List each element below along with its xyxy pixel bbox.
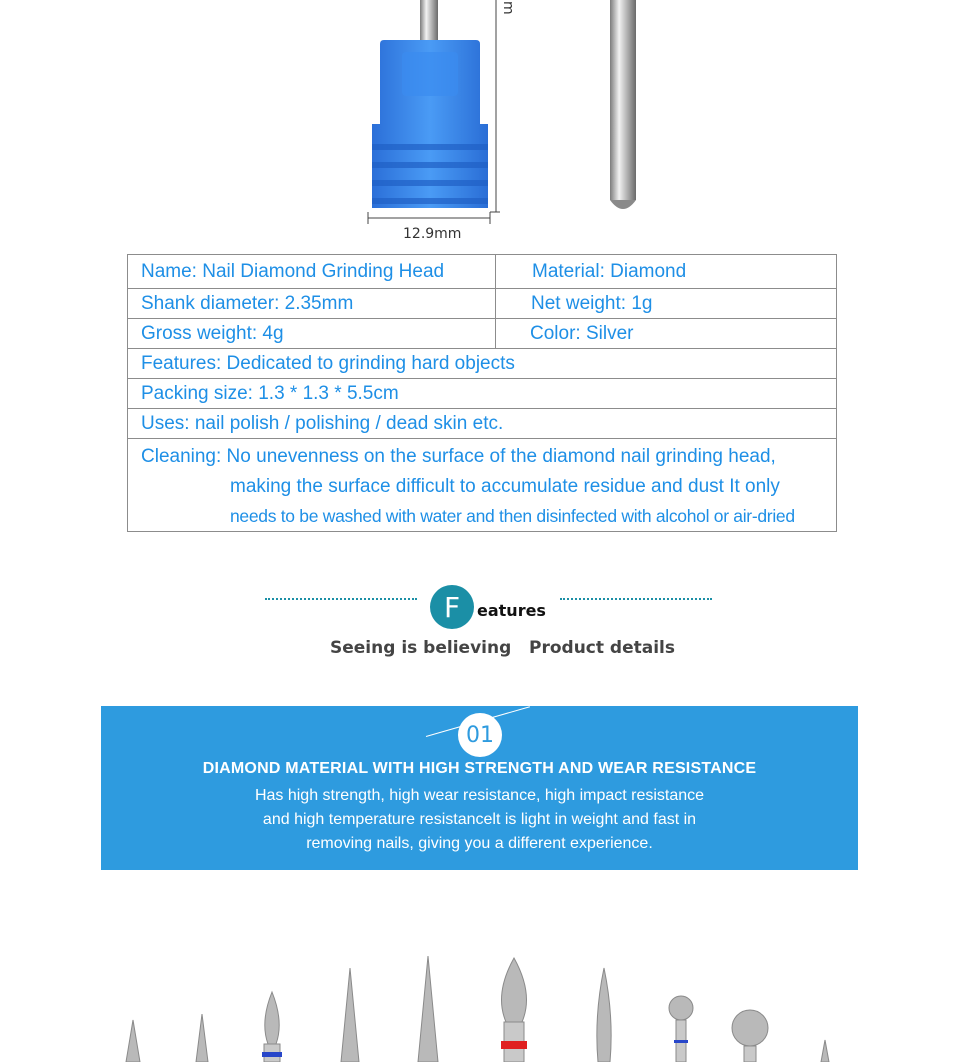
features-heading: eatures — [477, 601, 546, 620]
bit-flame-6 — [502, 958, 527, 1022]
features-letter-badge: F — [430, 585, 474, 629]
bit-rod — [610, 0, 636, 209]
table-row — [128, 319, 836, 349]
bit-needle-10 — [821, 1040, 829, 1062]
spec-packing: Packing size: 1.3 * 1.3 * 5.5cm — [141, 382, 399, 404]
bit-ball-9 — [732, 1010, 768, 1046]
spec-cleaning-line3: needs to be washed with water and then disinfected with alcohol or air-dried — [230, 506, 795, 526]
bit-taper-4 — [341, 968, 359, 1062]
table-row — [128, 349, 836, 379]
bit-needle-2 — [196, 1014, 208, 1062]
bit-flame-3 — [265, 992, 279, 1044]
column-divider — [495, 255, 496, 288]
column-divider — [495, 289, 496, 318]
panel-desc-line3: removing nails, giving you a different experience. — [306, 835, 653, 852]
dotted-divider-left — [265, 598, 417, 602]
features-subtitle: Seeing is believing Product details — [330, 638, 675, 658]
bit-spike-7 — [597, 968, 611, 1062]
spec-shank: Shank diameter: 2.35mm — [141, 292, 354, 314]
svg-text:m: m — [500, 1, 516, 15]
spec-cleaning-line1: Cleaning: No unevenness on the surface of the diamond nail grinding head, — [141, 446, 776, 467]
spec-features: Features: Dedicated to grinding hard objects — [141, 352, 515, 374]
bit-cone-1 — [126, 1020, 140, 1062]
spec-table — [127, 254, 837, 532]
table-row — [128, 379, 836, 409]
spec-gross-weight: Gross weight: 4g — [141, 322, 284, 344]
spec-material: Material: Diamond — [532, 260, 687, 282]
dimension-label: 12.9mm — [403, 226, 462, 242]
panel-desc-line1: Has high strength, high wear resistance, high impact resistance — [254, 787, 705, 804]
dotted-divider-right — [560, 598, 712, 602]
table-row — [128, 289, 836, 319]
panel-desc-line2: and high temperature resistancelt is light in weight and fast in — [262, 811, 697, 828]
spec-name: Name: Nail Diamond Grinding Head — [141, 260, 445, 282]
bit-shank — [420, 0, 438, 42]
spec-uses: Uses: nail polish / polishing / dead skin etc. — [141, 412, 504, 434]
product-illustration — [0, 0, 960, 250]
bit-ball-8 — [669, 996, 693, 1020]
drill-bits-illustration — [0, 940, 960, 1062]
panel-title: DIAMOND MATERIAL WITH HIGH STRENGTH AND WEAR RESISTANCE — [202, 760, 757, 777]
bit-taper-5 — [418, 956, 438, 1062]
spec-color: Color: Silver — [530, 322, 634, 344]
table-row — [128, 409, 836, 439]
spec-cleaning-line2: making the surface difficult to accumulate residue and dust It only — [230, 476, 780, 497]
bit-blue-cap — [372, 40, 488, 208]
table-row — [128, 255, 836, 289]
number-badge: 01 — [458, 713, 502, 757]
column-divider — [495, 319, 496, 348]
table-row — [128, 439, 836, 531]
spec-net-weight: Net weight: 1g — [531, 292, 653, 314]
